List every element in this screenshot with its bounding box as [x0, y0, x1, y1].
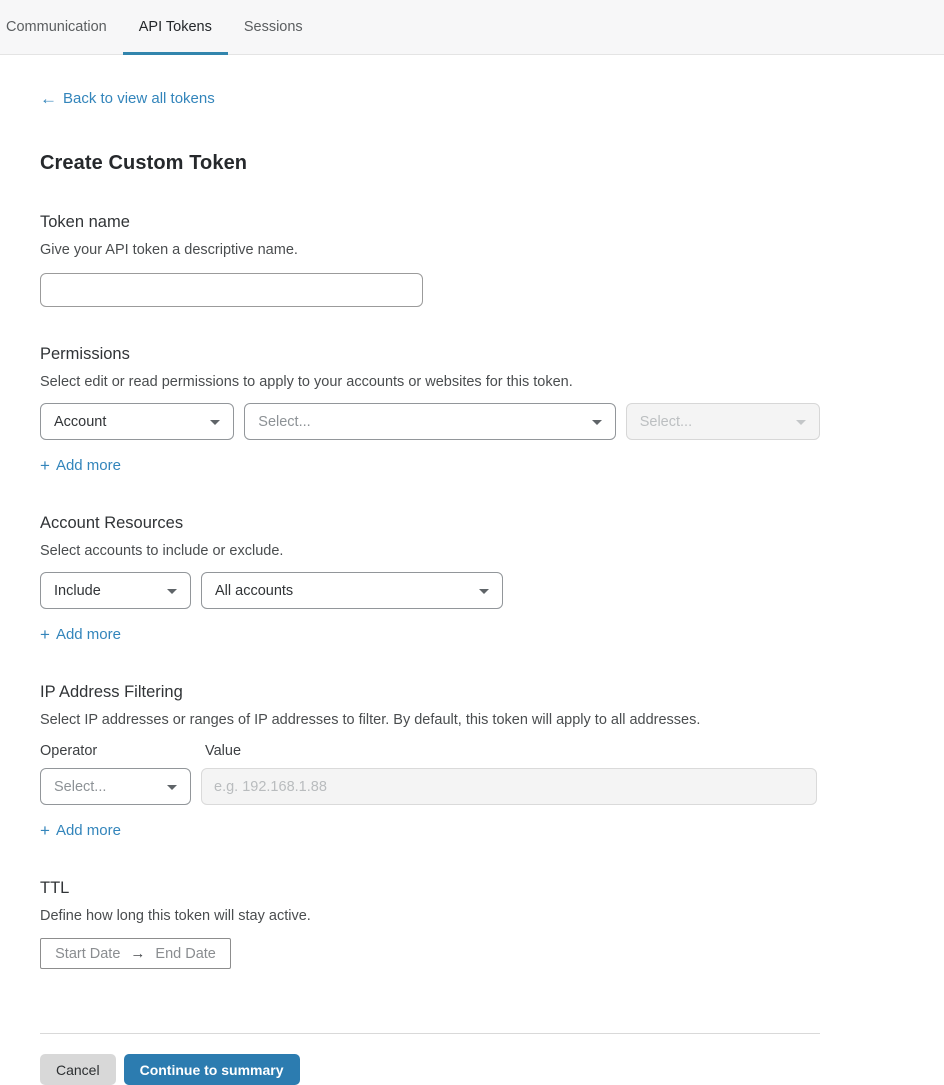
- permissions-section: [40, 345, 820, 476]
- chevron-down-icon: [592, 420, 602, 425]
- footer-divider: [40, 1033, 820, 1034]
- page-title: Create Custom Token: [40, 152, 248, 174]
- account-resources-accounts-select[interactable]: [201, 572, 503, 609]
- permissions-description: Select edit or read permissions to apply to your accounts or websites for this token.: [40, 374, 573, 390]
- ttl-date-range-picker[interactable]: [40, 938, 231, 969]
- cancel-button[interactable]: Cancel: [40, 1054, 116, 1085]
- tab-sessions[interactable]: Sessions: [243, 19, 303, 35]
- chevron-down-icon: [796, 420, 806, 425]
- arrow-right-icon: →: [130, 945, 146, 962]
- ip-operator-label: Operator: [40, 743, 98, 759]
- plus-icon: +: [40, 456, 50, 475]
- account-resources-accounts-value: All accounts: [215, 582, 294, 599]
- ttl-section: [40, 879, 820, 969]
- back-to-tokens-link[interactable]: [40, 90, 215, 107]
- account-resources-add-more-link[interactable]: [40, 626, 121, 643]
- tab-bar: [0, 0, 944, 55]
- account-resources-label: Account Resources: [40, 514, 184, 532]
- permissions-label: Permissions: [40, 345, 130, 363]
- permission-access-select: [626, 403, 820, 440]
- ip-filtering-section: [40, 683, 820, 841]
- ip-value-input: [201, 768, 817, 805]
- token-name-label: Token name: [40, 213, 130, 231]
- token-name-input[interactable]: [40, 273, 423, 307]
- chevron-down-icon: [479, 589, 489, 594]
- continue-to-summary-button[interactable]: Continue to summary: [124, 1054, 300, 1085]
- plus-icon: +: [40, 821, 50, 840]
- footer-actions: [40, 1054, 820, 1085]
- permission-access-placeholder: Select...: [639, 413, 693, 430]
- account-resources-description: Select accounts to include or exclude.: [40, 543, 284, 559]
- chevron-down-icon: [167, 785, 177, 790]
- permissions-add-more-label: Add more: [55, 457, 121, 474]
- token-name-description: Give your API token a descriptive name.: [40, 242, 298, 258]
- permissions-add-more-link[interactable]: [40, 457, 121, 474]
- chevron-down-icon: [210, 420, 220, 425]
- plus-icon: +: [40, 625, 50, 644]
- account-resources-mode-value: Include: [54, 582, 101, 599]
- tab-api-tokens[interactable]: API Tokens: [123, 0, 228, 54]
- ip-operator-select[interactable]: [40, 768, 191, 805]
- back-link-label: Back to view all tokens: [63, 90, 215, 107]
- permission-group-select[interactable]: [244, 403, 615, 440]
- back-arrow-icon: ←: [40, 89, 57, 108]
- ttl-end-date-placeholder: End Date: [155, 945, 216, 962]
- permission-scope-value: Account: [54, 413, 107, 430]
- ip-filtering-label: IP Address Filtering: [40, 683, 183, 701]
- account-resources-section: [40, 514, 820, 645]
- chevron-down-icon: [167, 589, 177, 594]
- permission-scope-select[interactable]: [40, 403, 234, 440]
- tab-communication[interactable]: Communication: [6, 19, 107, 35]
- ip-value-label: Value: [205, 743, 242, 759]
- ip-filtering-add-more-label: Add more: [55, 822, 121, 839]
- main-content: [0, 55, 860, 1085]
- ip-operator-placeholder: Select...: [54, 778, 107, 795]
- account-resources-mode-select[interactable]: [40, 572, 191, 609]
- ip-filtering-add-more-link[interactable]: [40, 822, 121, 839]
- ip-filtering-description: Select IP addresses or ranges of IP addresses to filter. By default, this token will apply to all addresses.: [40, 712, 701, 728]
- ttl-start-date-placeholder: Start Date: [55, 945, 121, 962]
- account-resources-add-more-label: Add more: [55, 626, 121, 643]
- permission-group-placeholder: Select...: [258, 413, 311, 430]
- ttl-description: Define how long this token will stay active.: [40, 908, 311, 924]
- token-name-section: [40, 213, 820, 307]
- ttl-label: TTL: [40, 879, 70, 897]
